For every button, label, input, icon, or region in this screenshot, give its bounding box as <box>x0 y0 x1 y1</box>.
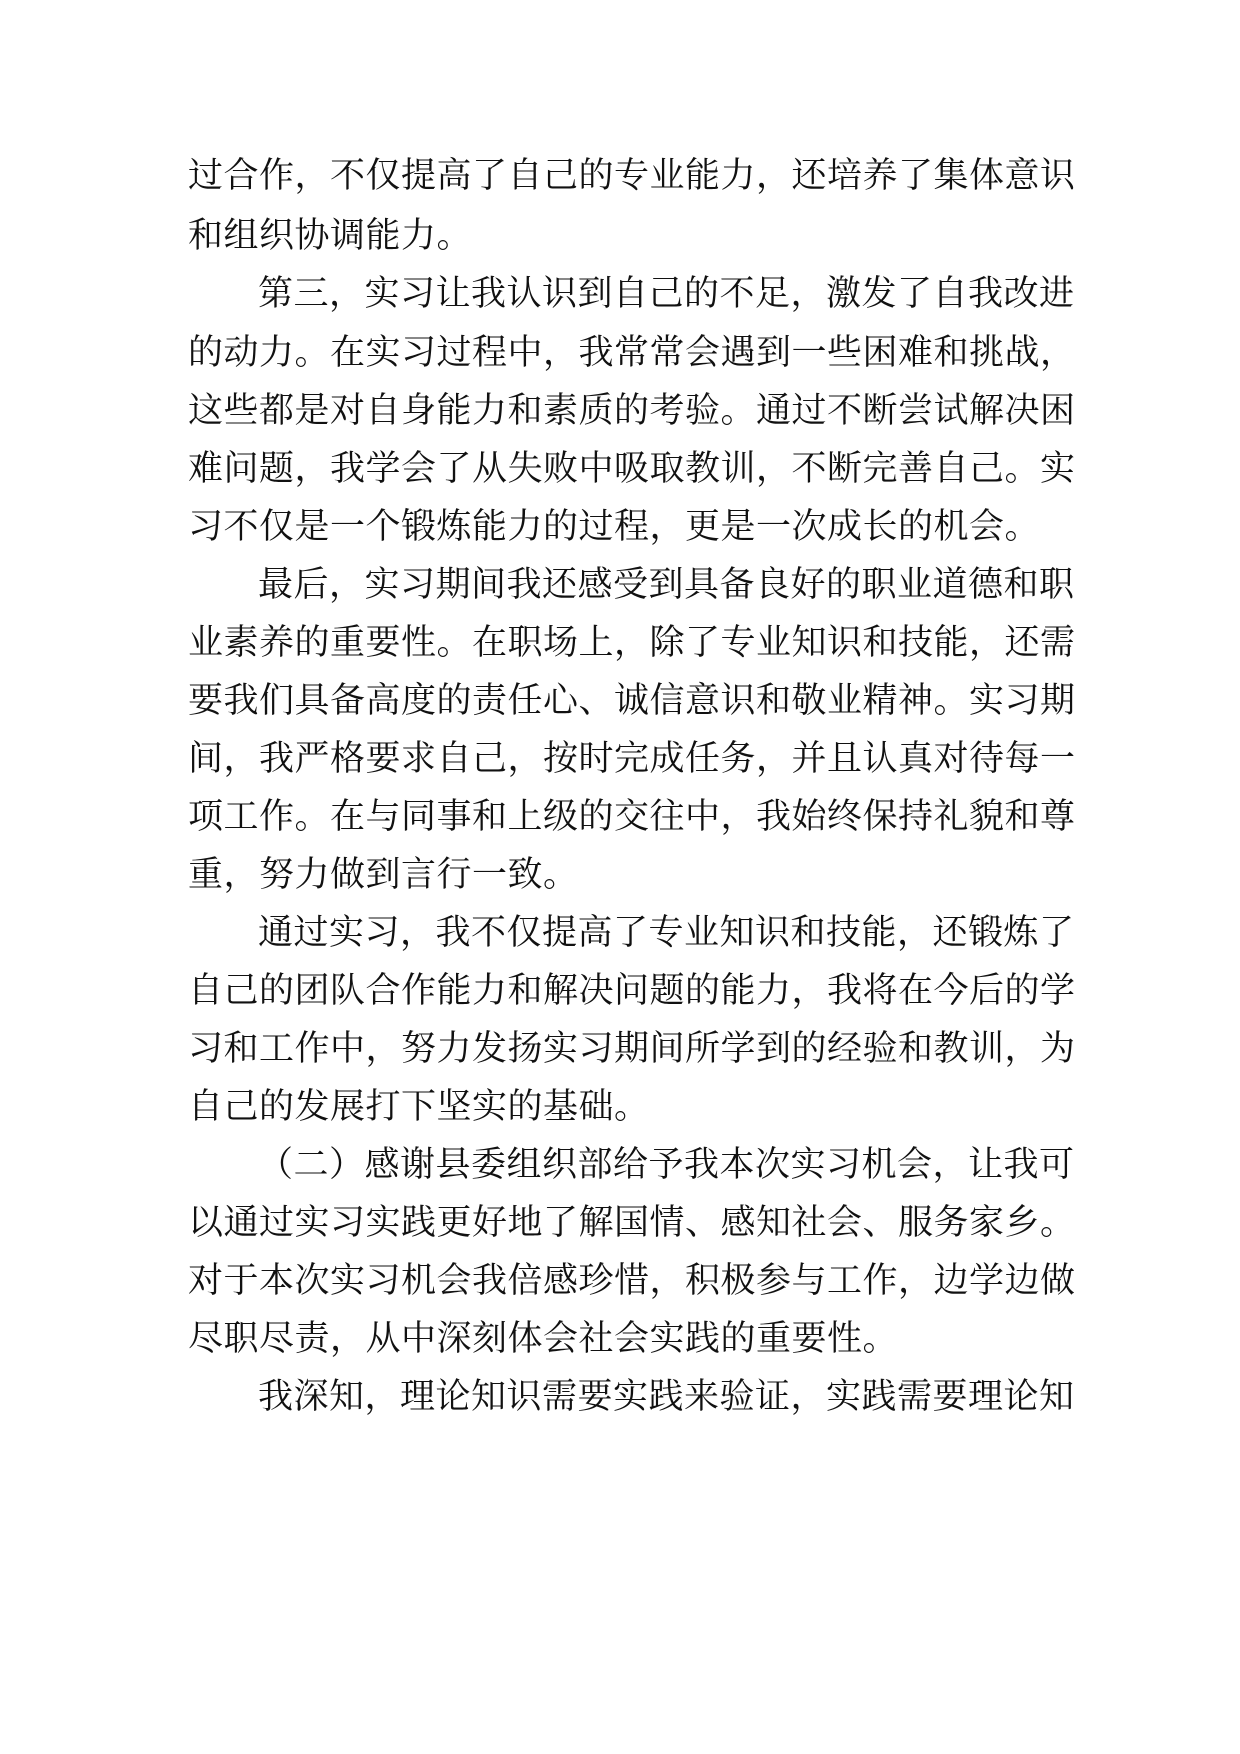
text-line: 我深知，理论知识需要实践来验证，实践需要理论知 <box>258 1377 1075 1417</box>
text-line: 习和工作中，努力发扬实习期间所学到的经验和教训，为 <box>188 1029 1076 1069</box>
text-line: 以通过实习实践更好地了解国情、感知社会、服务家乡。 <box>188 1203 1076 1243</box>
text-line: 习不仅是一个锻炼能力的过程，更是一次成长的机会。 <box>188 507 1041 547</box>
text-line: 过合作，不仅提高了自己的专业能力，还培养了集体意识 <box>188 156 1076 196</box>
text-line: 最后，实习期间我还感受到具备良好的职业道德和职 <box>258 565 1075 605</box>
text-line: 重，努力做到言行一致。 <box>188 855 579 895</box>
text-line: 这些都是对自身能力和素质的考验。通过不断尝试解决困 <box>188 391 1076 431</box>
text-line: 通过实习，我不仅提高了专业知识和技能，还锻炼了 <box>258 913 1075 953</box>
text-line: 和组织协调能力。 <box>188 216 473 256</box>
text-line: 的动力。在实习过程中，我常常会遇到一些困难和挑战， <box>188 333 1076 373</box>
text-line: 自己的发展打下坚实的基础。 <box>188 1087 650 1127</box>
text-line: 间，我严格要求自己，按时完成任务，并且认真对待每一 <box>188 739 1076 779</box>
text-line: 难问题，我学会了从失败中吸取教训，不断完善自己。实 <box>188 449 1076 489</box>
text-line: 第三，实习让我认识到自己的不足，激发了自我改进 <box>258 274 1075 314</box>
text-line: 业素养的重要性。在职场上，除了专业知识和技能，还需 <box>188 623 1076 663</box>
text-line: 自己的团队合作能力和解决问题的能力，我将在今后的学 <box>188 971 1076 1011</box>
text-line: 要我们具备高度的责任心、诚信意识和敬业精神。实习期 <box>188 681 1076 721</box>
text-line: （二）感谢县委组织部给予我本次实习机会，让我可 <box>258 1145 1075 1185</box>
text-line: 对于本次实习机会我倍感珍惜，积极参与工作，边学边做 <box>188 1261 1076 1301</box>
text-line: 项工作。在与同事和上级的交往中，我始终保持礼貌和尊 <box>188 797 1076 837</box>
text-line: 尽职尽责，从中深刻体会社会实践的重要性。 <box>188 1319 899 1359</box>
